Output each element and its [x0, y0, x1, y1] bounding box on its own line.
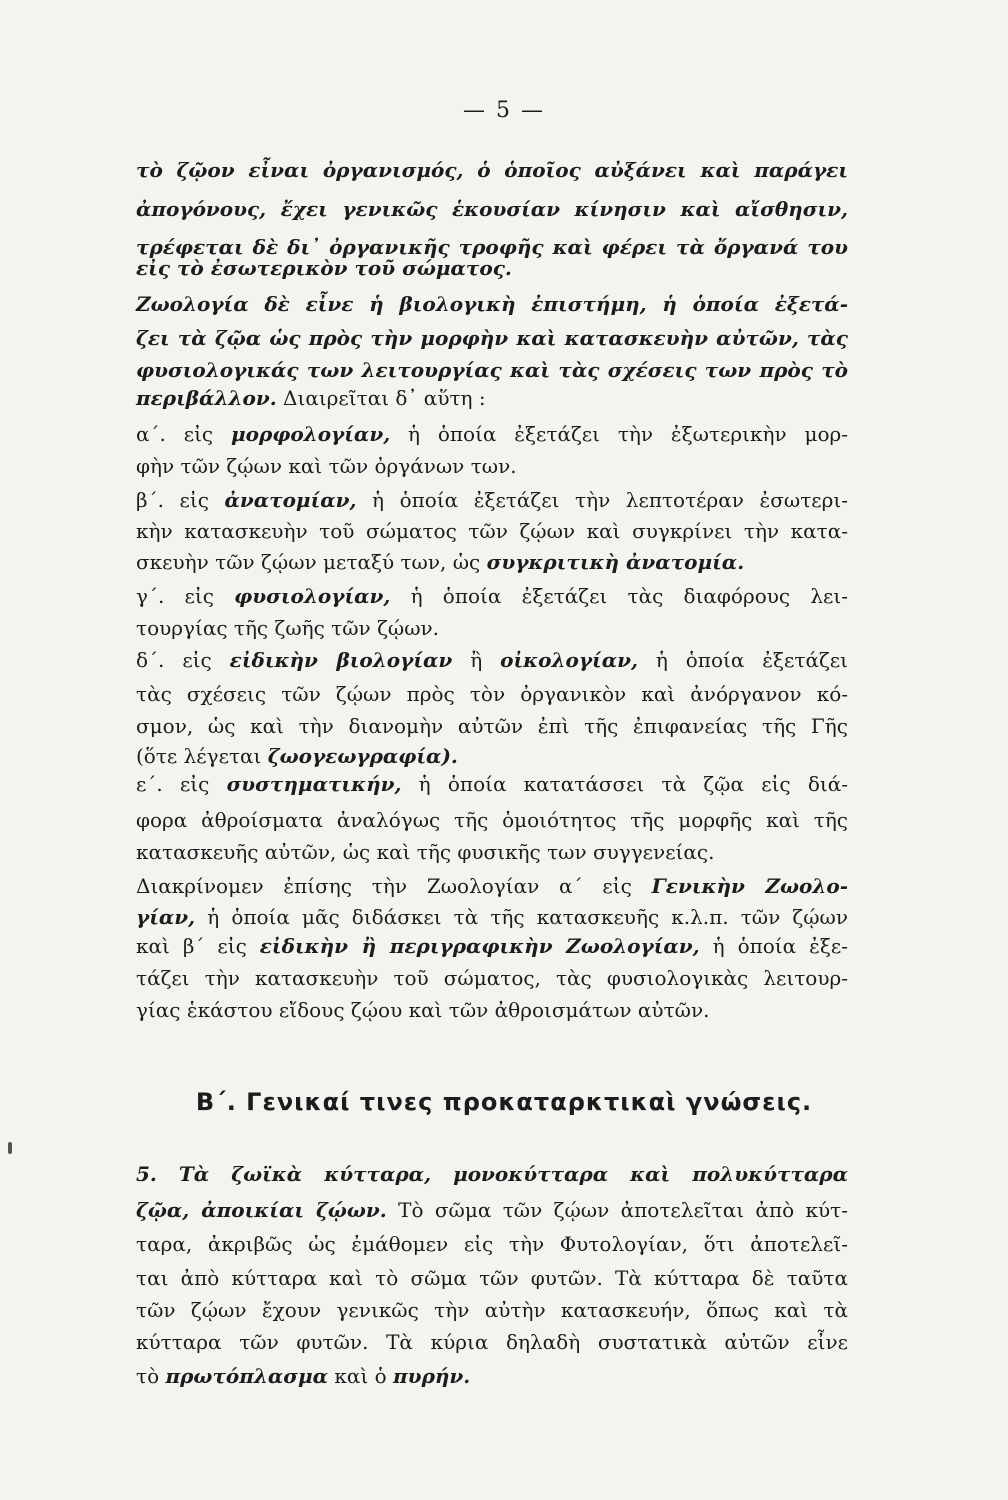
- text-line: [136, 742, 848, 770]
- text-line: φορα ἀθροίσματα ἀναλόγως τῆς ὁμοιότητος τῆς μορφῆς καὶ τῆς: [136, 808, 848, 832]
- text-line: [136, 872, 848, 900]
- text-span: ἡ ὁποία μᾶς διδάσκει τὰ τῆς κατασκευῆς κ.λ.π. τῶν ζῴων: [195, 905, 848, 929]
- item-marker: β΄. εἰς: [136, 488, 225, 512]
- bold-term: γίαν,: [136, 905, 196, 929]
- text-span: ἢ: [452, 648, 501, 672]
- text-line: [136, 1362, 848, 1390]
- item-marker: ε΄. εἰς: [136, 772, 227, 796]
- bold-term: εἰδικὴν ἢ περιγραφικὴν Ζωολογίαν,: [259, 934, 700, 958]
- text-span: ἡ ὁποία ἐξετάζει τὰς διαφόρους λει-: [390, 584, 848, 608]
- text-span: ἡ ὁποία κατατάσσει τὰ ζῷα εἰς διά-: [401, 772, 848, 796]
- text-line: ἀπογόνους, ἔχει γενικῶς ἑκουσίαν κίνησιν καὶ αἴσθησιν,: [136, 197, 848, 221]
- bold-term: οἰκολογίαν,: [500, 648, 638, 672]
- text-line: σμον, ὡς καὶ τὴν διανομὴν αὐτῶν ἐπὶ τῆς ἐπιφανείας τῆς Γῆς: [136, 714, 848, 738]
- text-span: ἡ ὁποία ἐξε-: [699, 934, 849, 958]
- text-line: τρέφεται δὲ δι᾽ ὀργανικῆς τροφῆς καὶ φέρει τὰ ὄργανά του: [136, 235, 848, 259]
- text-line: ται ἀπὸ κύτταρα καὶ τὸ σῶμα τῶν φυτῶν. Τὰ κύτταρα δὲ ταῦτα: [136, 1266, 848, 1290]
- text-line: [136, 1196, 848, 1224]
- text-line: φὴν τῶν ζῴων καὶ τῶν ὀργάνων των.: [136, 454, 517, 478]
- bold-term: Γενικὴν Ζωολο-: [651, 874, 848, 898]
- text-line: Ζωολογία δὲ εἶνε ἡ βιολογικὴ ἐπιστήμη, ἡ ὁποία ἐξετά-: [136, 292, 848, 316]
- item-marker: γ΄. εἰς: [136, 584, 235, 608]
- text-line: εἰς τὸ ἐσωτερικὸν τοῦ σώματος.: [136, 256, 512, 280]
- text-span: ἡ ὁποία ἐξετάζει: [637, 648, 848, 672]
- text-line: κὴν κατασκευὴν τοῦ σώματος τῶν ζῴων καὶ συγκρίνει τὴν κατα-: [136, 519, 848, 543]
- bold-term: φυσιολογίαν,: [234, 584, 391, 608]
- item-marker: δ΄. εἰς: [136, 648, 230, 672]
- bold-term: ζῷα, ἀποικίαι ζῴων.: [136, 1198, 387, 1222]
- text-line: [136, 646, 848, 674]
- text-line: τὸ ζῷον εἶναι ὀργανισμός, ὁ ὁποῖος αὐξάνει καὶ παράγει: [136, 158, 848, 182]
- text-line: [136, 770, 848, 798]
- text-line: [136, 582, 848, 610]
- text-line: [136, 420, 848, 448]
- item-marker: α΄. εἰς: [136, 422, 231, 446]
- bold-term: ἀνατομίαν,: [224, 488, 357, 512]
- text-line: κατασκευῆς αὐτῶν, ὡς καὶ τῆς φυσικῆς των συγγενείας.: [136, 840, 715, 864]
- bold-term: πρωτόπλασμα: [165, 1364, 329, 1388]
- text-line: ζει τὰ ζῷα ὡς πρὸς τὴν μορφὴν καὶ κατασκευὴν αὐτῶν, τὰς: [136, 326, 848, 350]
- text-line: [136, 384, 848, 412]
- text-line: [136, 932, 848, 960]
- scan-mark: [8, 1142, 12, 1154]
- bold-term: εἰδικὴν βιολογίαν: [229, 648, 453, 672]
- text-line: [136, 486, 848, 514]
- text-line: κύτταρα τῶν φυτῶν. Τὰ κύρια δηλαδὴ συστατικὰ αὐτῶν εἶνε: [136, 1330, 848, 1354]
- text-span: Διαιρεῖται δ᾽ αὕτη :: [276, 386, 486, 410]
- bold-term: ζωογεωγραφία).: [267, 744, 458, 768]
- text-span: τὸ: [136, 1364, 166, 1388]
- page-number: — 5 —: [463, 98, 545, 123]
- text-line: τουργίας τῆς ζωῆς τῶν ζῴων.: [136, 616, 440, 640]
- text-line: 5. Τὰ ζωϊκὰ κύτταρα, μονοκύτταρα καὶ πολυκύτταρα: [136, 1162, 848, 1186]
- section-heading: Β΄. Γενικαί τινες προκαταρκτικαὶ γνώσεις.: [195, 1088, 813, 1116]
- text-line: [136, 548, 848, 576]
- text-line: φυσιολογικάς των λειτουργίας καὶ τὰς σχέσεις των πρὸς τὸ: [136, 358, 848, 382]
- text-line: τὰς σχέσεις τῶν ζῴων πρὸς τὸν ὀργανικὸν καὶ ἀνόργανον κό-: [136, 682, 848, 706]
- bold-term: μορφολογίαν,: [230, 422, 391, 446]
- text-span: Τὸ σῶμα τῶν ζῴων ἀποτελεῖται ἀπὸ κύτ-: [386, 1198, 848, 1222]
- text-line: [136, 903, 848, 931]
- text-span: ἡ ὁποία ἐξετάζει τὴν ἐξωτερικὴν μορ-: [390, 422, 849, 446]
- text-span: καὶ β΄ εἰς: [136, 934, 260, 958]
- bold-term: περιβάλλον.: [136, 386, 277, 410]
- bold-term: συστηματικήν,: [226, 772, 402, 796]
- text-span: καὶ ὁ: [328, 1364, 394, 1388]
- text-span: σκευὴν τῶν ζῴων μεταξύ των, ὡς: [136, 550, 487, 574]
- text-span: ἡ ὁποία ἐξετάζει τὴν λεπτοτέραν ἐσωτερι-: [356, 488, 848, 512]
- text-line: ταρα, ἀκριβῶς ὡς ἐμάθομεν εἰς τὴν Φυτολογίαν, ὅτι ἀποτελεῖ-: [136, 1232, 848, 1256]
- text-line: γίας ἑκάστου εἴδους ζῴου καὶ τῶν ἀθροισμάτων αὐτῶν.: [136, 998, 710, 1022]
- bold-term: πυρήν.: [393, 1364, 471, 1388]
- text-span: (ὅτε λέγεται: [136, 744, 268, 768]
- bold-term: συγκριτικὴ ἀνατομία.: [486, 550, 745, 574]
- text-line: τῶν ζῴων ἔχουν γενικῶς τὴν αὐτὴν κατασκευήν, ὅπως καὶ τὰ: [136, 1298, 848, 1322]
- text-span: Διακρίνομεν ἐπίσης τὴν Ζωολογίαν α΄ εἰς: [136, 874, 652, 898]
- text-line: τάζει τὴν κατασκευὴν τοῦ σώματος, τὰς φυσιολογικὰς λειτουρ-: [136, 966, 848, 990]
